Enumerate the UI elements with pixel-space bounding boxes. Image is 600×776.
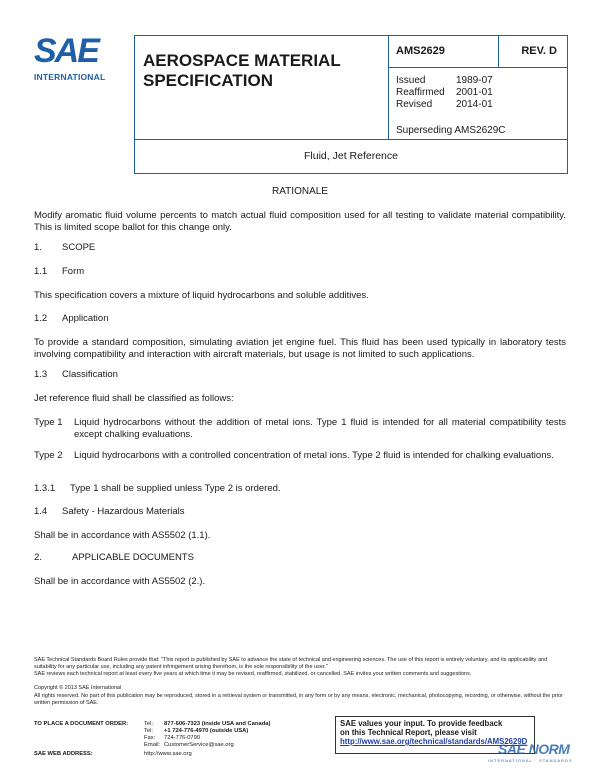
type-label: Type 2	[34, 450, 63, 461]
web-label: SAE WEB ADDRESS:	[34, 751, 93, 757]
footer-copyright: Copyright © 2013 SAE International	[34, 685, 122, 691]
spec-subtitle: Fluid, Jet Reference	[304, 150, 398, 162]
section-number: 2.	[34, 552, 42, 563]
logo-tagline: INTERNATIONAL	[34, 72, 106, 82]
tel-value: 877-606-7323 (inside USA and Canada)	[164, 721, 271, 727]
section-title: Safety - Hazardous Materials	[62, 506, 185, 517]
email-value[interactable]: CustomerService@sae.org	[164, 742, 234, 748]
sae-logo	[34, 34, 130, 84]
rationale-heading: RATIONALE	[272, 186, 328, 197]
section-number: 1.1	[34, 266, 48, 277]
doc-number: AMS2629	[396, 45, 445, 57]
section-1-1-heading	[34, 266, 84, 278]
section-title: SCOPE	[62, 242, 96, 253]
logo-brand: SAE	[34, 32, 98, 70]
section-number: 1.2	[34, 313, 48, 324]
spec-header-box	[134, 35, 568, 174]
section-title: Classification	[62, 369, 118, 380]
section-title: Form	[62, 266, 85, 277]
date-label: Issued	[396, 75, 426, 86]
section-number: 1.	[34, 242, 42, 253]
section-2-text: Shall be in accordance with AS5502 (2.).	[34, 576, 206, 587]
section-1-4-heading	[34, 506, 185, 518]
spec-title-line2: SPECIFICATION	[143, 71, 274, 90]
section-1-2-text: To provide a standard composition, simulating aviation jet engine fuel. This fluid has been used typically in laboratory tests involving compatibility and interaction with aircraft materials, but usage is not limited to such applications.	[34, 337, 566, 360]
superseding: Superseding AMS2629C	[396, 125, 506, 136]
email-label: Email:	[144, 742, 161, 748]
section-title: APPLICABLE DOCUMENTS	[72, 552, 194, 563]
date-value: 1989-07	[456, 75, 493, 86]
section-title: Application	[62, 313, 109, 324]
section-number: 1.3.1	[34, 483, 56, 494]
date-value: 2001-01	[456, 87, 493, 98]
section-1-3-heading	[34, 369, 118, 381]
footer-rights: All rights reserved. No part of this publication may be reproduced, stored in a retrieval system or transmitted, in any form or by any means, electronic, mechanical, photocopying, recording, or otherwise, without the prior written permission of SAE.	[34, 693, 563, 706]
watermark-logo: SAE NORM	[498, 741, 570, 757]
date-label: Revised	[396, 99, 433, 110]
date-issued	[396, 75, 493, 87]
spec-title	[143, 51, 341, 91]
tel-label: Tel:	[144, 721, 154, 727]
tel2-value: +1 724-776-4970 (outside USA)	[164, 728, 249, 734]
section-2-heading	[34, 552, 194, 564]
date-reaffirmed	[396, 87, 493, 99]
order-label: TO PLACE A DOCUMENT ORDER:	[34, 721, 129, 727]
date-value: 2014-01	[456, 99, 493, 110]
feedback-line-2: on this Technical Report, please visit	[340, 728, 477, 737]
section-number: 1.3	[34, 369, 48, 380]
section-1-heading	[34, 242, 95, 254]
section-1-2-heading	[34, 313, 108, 325]
spec-title-line1: AEROSPACE MATERIAL	[143, 51, 341, 70]
section-1-1-text: This specification covers a mixture of liquid hydrocarbons and soluble additives.	[34, 290, 369, 301]
type-text: Liquid hydrocarbons without the addition of metal ions. Type 1 fluid is intended for all material compatibility tests except chalking evaluations.	[74, 417, 566, 440]
fax-value: 724-776-0790	[164, 735, 201, 741]
section-number: 1.4	[34, 506, 48, 517]
footer-note-rules: SAE Technical Standards Board Rules provide that: "This report is published by SAE to advance the state of technical and engineering sciences. The use of this report is entirely voluntary, and its applicability and suitability for any particular use, including any patent infringement arising therefrom, is the sole responsibility of the user."	[34, 657, 548, 670]
section-1-3-1	[34, 483, 281, 495]
type-text: Liquid hydrocarbons with a controlled concentration of metal ions. Type 2 fluid is intended for chalking evaluations.	[74, 450, 554, 461]
footer-note-review: SAE reviews each technical report at least every five years at which time it may be revised, reaffirmed, stabilized, or cancelled. SAE invites your written comments and suggestions.	[34, 671, 472, 677]
revision-cell	[499, 36, 567, 68]
feedback-link[interactable]: http://www.sae.org/technical/standards/AMS2629D	[340, 737, 528, 746]
date-label: Reaffirmed	[396, 87, 445, 98]
date-revised	[396, 99, 493, 111]
web-link[interactable]: http://www.sae.org	[144, 751, 192, 757]
revision: REV. D	[521, 45, 557, 57]
fax-label: Fax:	[144, 735, 156, 741]
feedback-line-1: SAE values your input. To provide feedback	[340, 719, 503, 728]
tel2-label: Tel:	[144, 728, 154, 734]
dates-cell	[389, 68, 567, 140]
rationale-text: Modify aromatic fluid volume percents to match actual fluid composition used for all testing to validate material compatibility. This is limited scope ballot for this change only.	[34, 210, 566, 233]
doc-number-cell	[389, 36, 499, 68]
spec-title-cell	[135, 36, 389, 140]
watermark-subtext: INTERNATIONAL · STANDARDS	[488, 758, 573, 763]
section-title: Type 1 shall be supplied unless Type 2 is ordered.	[70, 483, 281, 494]
section-1-3-text: Jet reference fluid shall be classified as follows:	[34, 393, 234, 404]
subtitle-cell	[135, 140, 567, 173]
type-label: Type 1	[34, 417, 63, 428]
section-1-4-text: Shall be in accordance with AS5502 (1.1).	[34, 530, 211, 541]
